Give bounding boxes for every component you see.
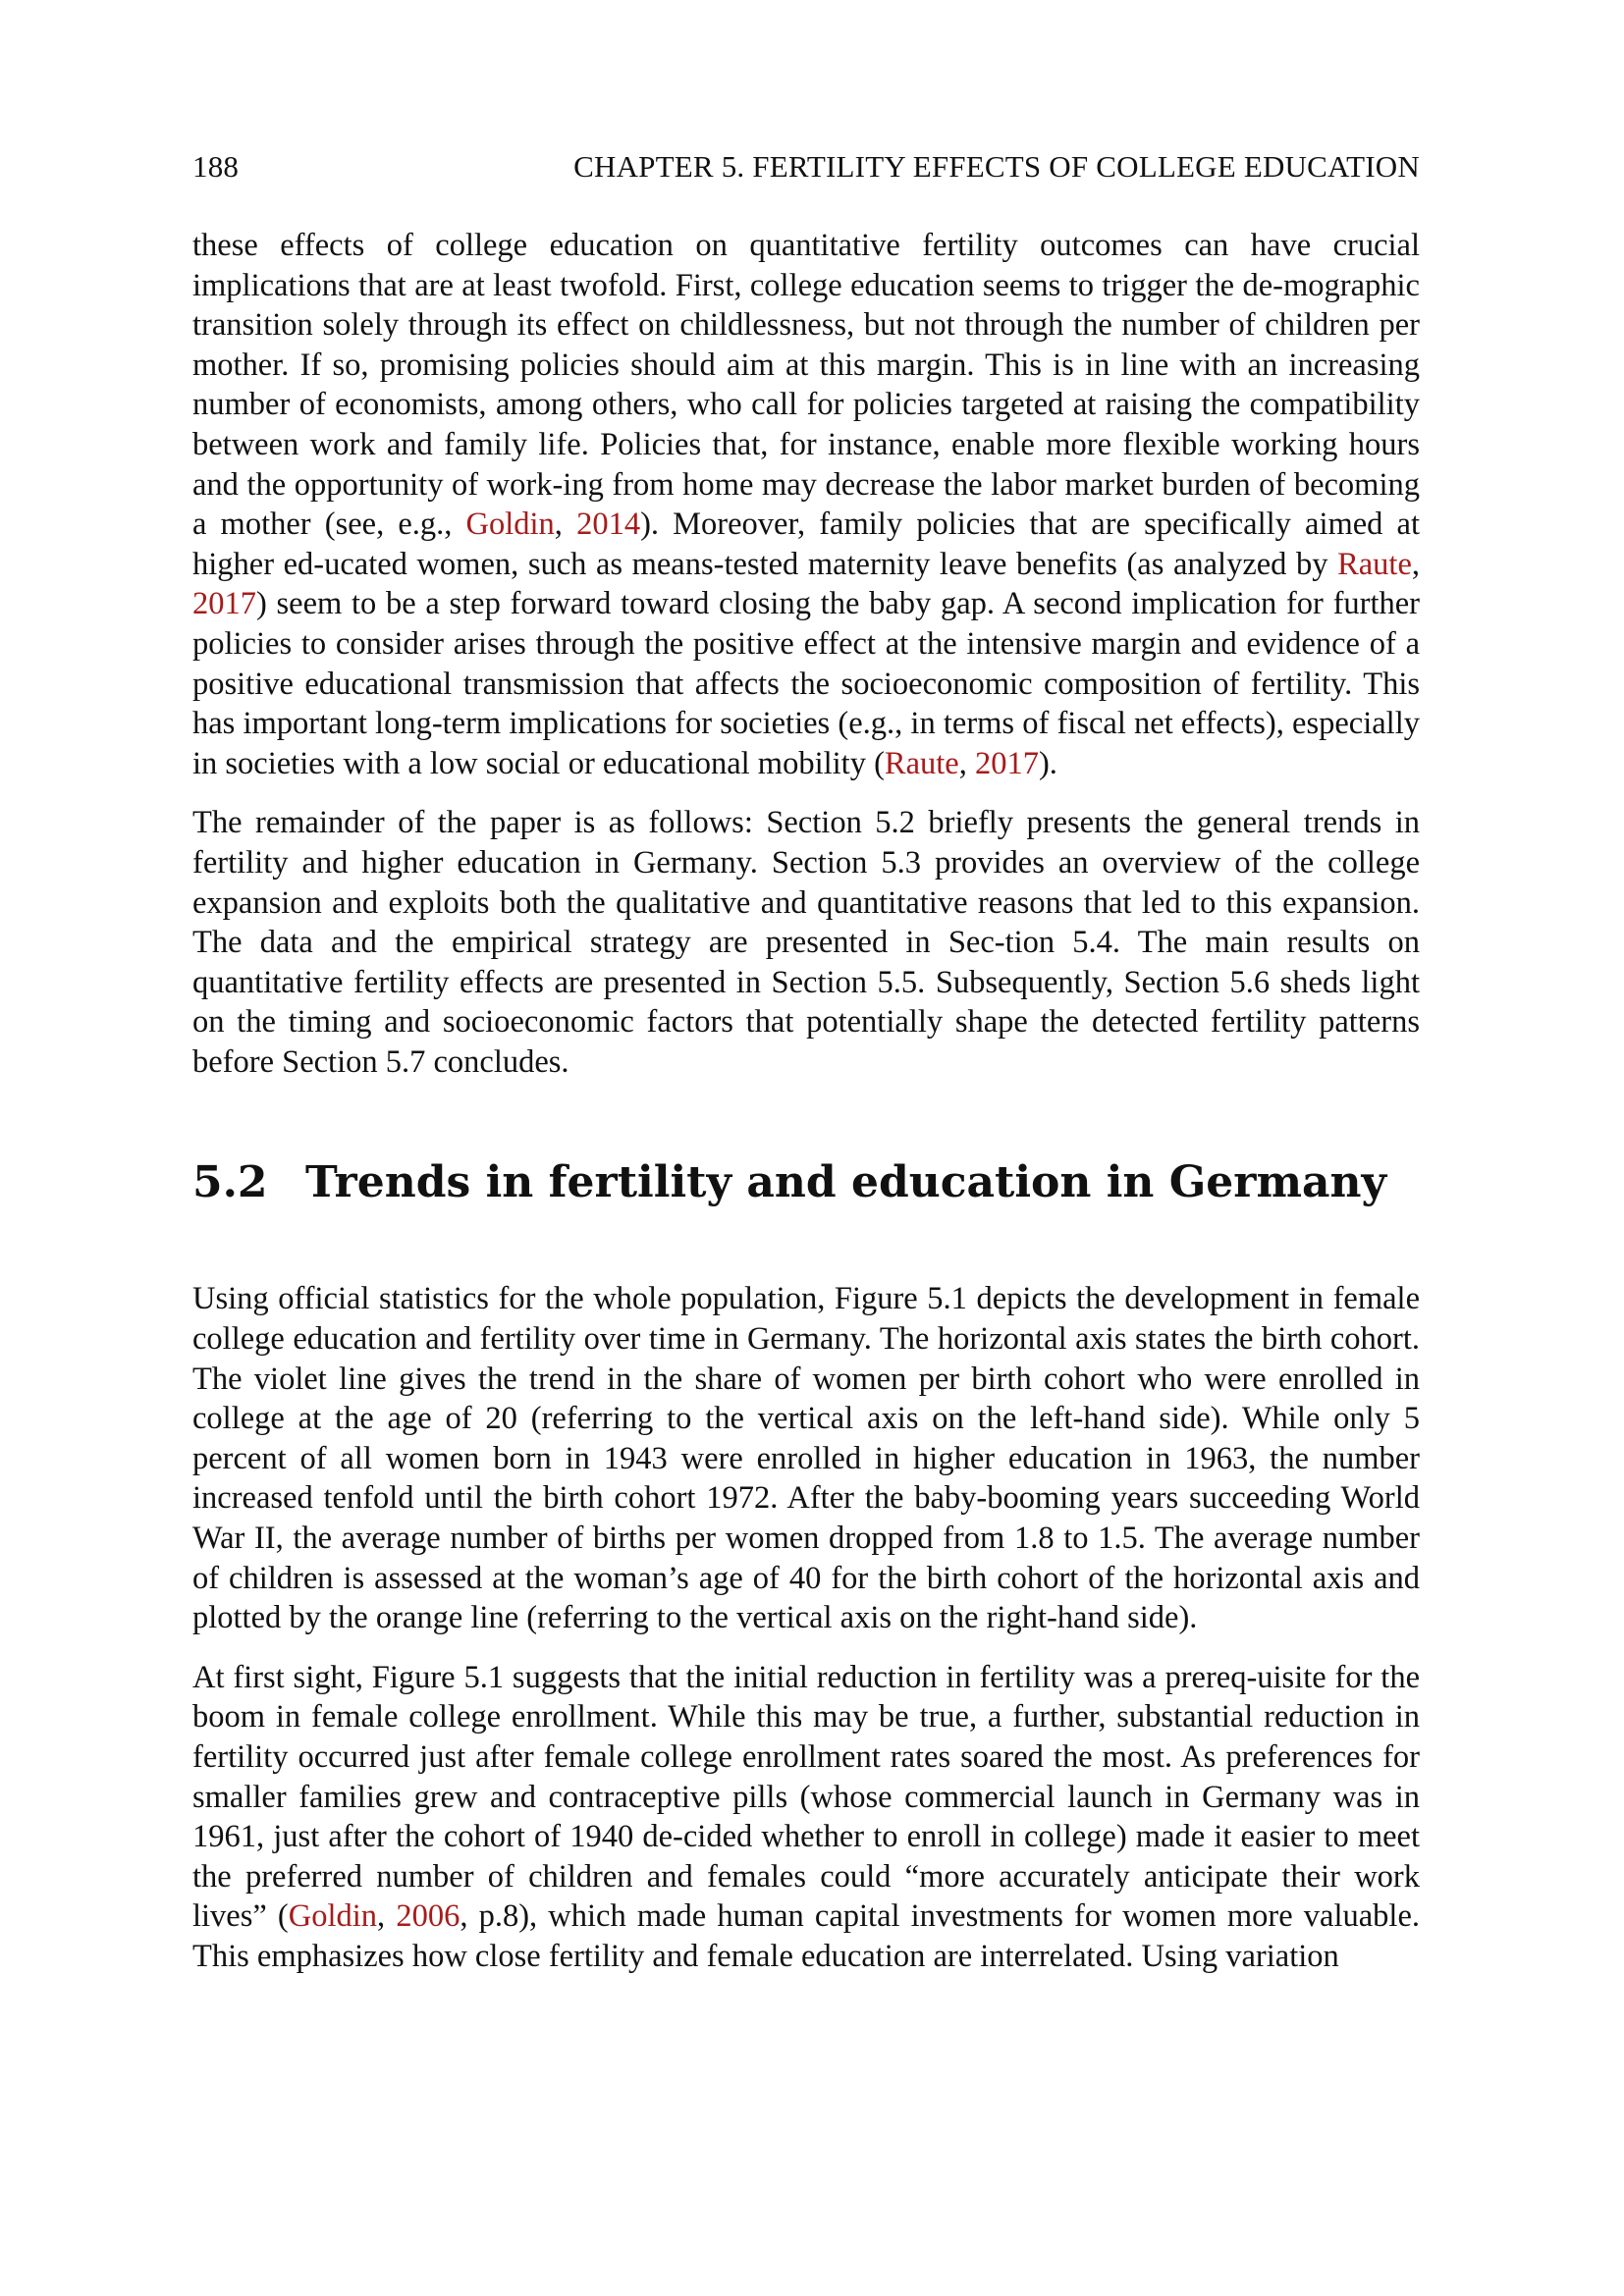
text-run: , p.8), which made human capital investments for women more valuable. This emphasizes how close fertility and female education are interrelated. Using variation — [192, 1898, 1420, 1974]
citation-link[interactable]: Raute — [884, 745, 959, 781]
paragraph-2: The remainder of the paper is as follows: Section 5.2 briefly presents the general trends in fertility and higher education in Germany. Section 5.3 provides an overview of the college expansion and exploits both the qualitative and quantitative reasons that led to this expansion. The data and the empirical strategy are presented in Sec-tion 5.4. The main results on quantitative fertility effects are presented in Section 5.5. Subsequently, Section 5.6 sheds light on the timing and socioeconomic factors that potentially shape the detected fertility patterns before Section 5.7 concludes. — [192, 805, 1420, 1080]
section-title: Trends in fertility and education in Germany — [305, 1157, 1387, 1208]
text-run: ). — [1038, 745, 1057, 781]
text-run: , — [958, 745, 975, 781]
section-number: 5.2 — [192, 1157, 268, 1208]
citation-year-link[interactable]: 2014 — [576, 507, 641, 543]
page-number: 188 — [192, 149, 240, 184]
citation-year-link[interactable]: 2017 — [974, 745, 1039, 781]
text-run: , — [554, 507, 577, 543]
citation-year-link[interactable]: 2006 — [396, 1898, 460, 1935]
citation-link[interactable]: Raute — [1337, 546, 1412, 582]
text-run: these effects of college education on quantitative fertility outcomes can have crucial implications that are at least twofold. First, college education seems to trigger the de-mographic transition solely through its effect on childlessness, but not through the number of children per mother. If so, promising policies should aim at this margin. This is in line with an increasing number of economists, among others, who call for policies targeted at raising the compatibility between work and family life. Policies that, for instance, enable more flexible working hours and the opportunity of work-ing from home may decrease the labor market burden of becoming a mother (see, e.g., — [192, 228, 1420, 543]
running-head — [192, 147, 1420, 187]
paragraph-1 — [192, 226, 1420, 783]
section-heading — [192, 1155, 1420, 1210]
text-run: At first sight, Figure 5.1 suggests that the initial reduction in fertility was a prereq-uisite for the boom in female college enrollment. While this may be true, a further, substantial reduction in fertility occurred just after female college enrollment rates soared the most. As preferences for smaller families grew and contraceptive pills (whose commercial launch in Germany was in 1961, just after the cohort of 1940 de-cided whether to enroll in college) made it easier to meet the preferred number of children and females could “more accurately anticipate their work lives” ( — [192, 1659, 1420, 1935]
paragraph-3: Using official statistics for the whole population, Figure 5.1 depicts the development in female college education and fertility over time in Germany. The horizontal axis states the birth cohort. The violet line gives the trend in the share of women per birth cohort who were enrolled in college at the age of 20 (referring to the vertical axis on the left-hand side). While only 5 percent of all women born in 1943 were enrolled in higher education in 1963, the number increased tenfold until the birth cohort 1972. After the baby-booming years succeeding World War II, the average number of births per women dropped from 1.8 to 1.5. The average number of children is assessed at the woman’s age of 40 for the birth cohort of the horizontal axis and plotted by the orange line (referring to the vertical axis on the right-hand side). — [192, 1281, 1420, 1636]
chapter-title: CHAPTER 5. FERTILITY EFFECTS OF COLLEGE EDUCATION — [573, 149, 1420, 184]
body-text — [192, 226, 1420, 1977]
page — [192, 147, 1420, 1997]
citation-year-link[interactable]: 2017 — [192, 586, 256, 622]
text-run: , — [1411, 546, 1420, 582]
citation-link[interactable]: Goldin — [465, 507, 555, 543]
paragraph-4 — [192, 1658, 1420, 1977]
citation-link[interactable]: Goldin — [288, 1898, 378, 1935]
text-run: ). Moreover, family policies that are specifically aimed at higher ed-ucated women, such as means-tested maternity leave benefits (as analyzed by — [192, 507, 1421, 582]
text-run: ) seem to be a step forward toward closing the baby gap. A second implication for further policies to consider arises through the positive effect at the intensive margin and evidence of a positive educational transmission that affects the socioeconomic composition of fertility. This has important long-term implications for societies (e.g., in terms of fiscal net effects), especially in societies with a low social or educational mobility ( — [192, 586, 1420, 781]
text-run: , — [377, 1898, 397, 1935]
